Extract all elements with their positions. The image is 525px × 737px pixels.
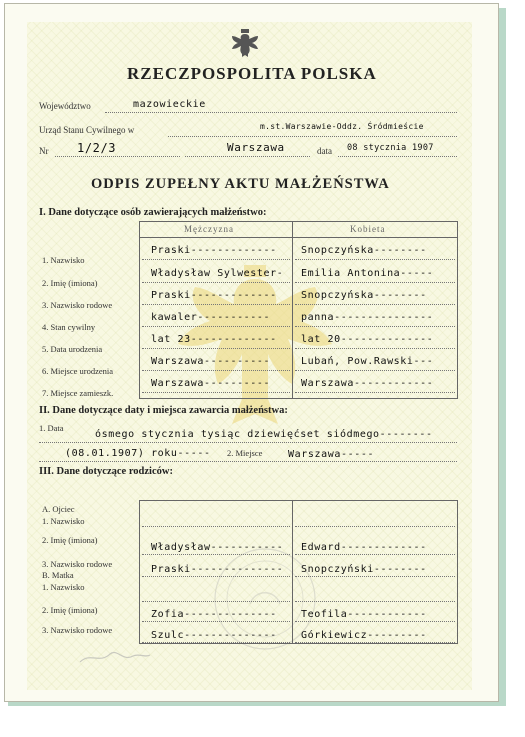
marriage-place-value: Warszawa----- [288,449,375,460]
parent-woman-value: Teofila------------ [301,609,427,620]
header-place-value: Warszawa [227,141,285,154]
person-row-label: 4. Stan cywilny [42,322,96,332]
column-man-header: Mężczyzna [184,224,234,234]
person-man-line [142,392,290,393]
office-value: m.st.Warszawie-Oddz. Śródmieście [260,122,424,131]
person-man-value: Praski------------- [151,290,277,301]
signature-mark-icon [75,644,155,669]
column-woman-header: Kobieta [350,224,386,234]
parent-woman-line [295,642,455,643]
table3-bottom-border [139,643,457,644]
marriage-date-line-1 [39,442,457,443]
parent-row-label: 1. Nazwisko [42,516,85,526]
table3-right-border [457,500,458,644]
table1-mid-border [292,221,293,399]
person-man-value: lat 23------------- [151,334,277,345]
person-woman-line [295,326,455,327]
parent-row-label: 2. Imię (imiona) [42,605,98,615]
person-woman-value: Emilia Antonina----- [301,268,434,279]
person-woman-line [295,348,455,349]
person-man-line [142,259,290,260]
person-man-line [142,370,290,371]
parent-man-line [142,526,290,527]
person-man-value: Władysław Sylwester- [151,268,284,279]
table1-left-border [139,221,140,399]
document-sheet [4,3,499,702]
person-man-line [142,282,290,283]
parent-woman-line [295,621,455,622]
date-line [338,156,457,157]
person-man-value: kawaler----------- [151,312,271,323]
parent-man-value: Praski-------------- [151,564,284,575]
voivodeship-value: mazowieckie [133,99,206,110]
table3-left-border [139,500,140,644]
parent-man-value: Władysław----------- [151,542,284,553]
parent-man-value: Zofia-------------- [151,609,277,620]
parent-row-label: 3. Nazwisko rodowe [42,559,113,569]
table1-right-border [457,221,458,399]
number-line [55,156,180,157]
parent-woman-line [295,554,455,555]
marriage-place-label: 2. Miejsce [227,448,263,458]
date-label: data [317,146,332,156]
person-woman-line [295,282,455,283]
parent-row-label: 3. Nazwisko rodowe [42,625,113,635]
person-man-line [142,304,290,305]
person-woman-line [295,370,455,371]
marriage-date-value-1: ósmego stycznia tysiąc dziewięćset siódmego-------- [95,429,433,440]
person-woman-line [295,392,455,393]
parent-row-label: 2. Imię (imiona) [42,535,98,545]
table1-top-border [139,221,457,222]
parent-woman-line [295,576,455,577]
parent-man-line [142,554,290,555]
document-title: ODPIS ZUPEŁNY AKTU MAŁŻEŃSTWA [91,176,390,192]
parent-woman-line [295,526,455,527]
marriage-date-label: 1. Data [39,423,64,433]
voivodeship-label: Województwo [39,101,91,111]
parent-man-value: Szulc-------------- [151,630,277,641]
table3-top-border [139,500,457,501]
person-woman-value: Snopczyńska-------- [301,290,427,301]
parent-man-line [142,601,290,602]
state-emblem-icon [231,28,259,60]
father-group-label: A. Ojciec [42,504,75,514]
parent-woman-value: Górkiewicz--------- [301,630,427,641]
section-3-heading: III. Dane dotyczące rodziców: [39,466,173,477]
person-woman-value: Snopczyńska-------- [301,245,427,256]
parent-woman-line [295,601,455,602]
parent-woman-value: Snopczyński-------- [301,564,427,575]
place-line [185,156,310,157]
person-row-label: 3. Nazwisko rodowe [42,300,113,310]
person-man-value: Praski------------- [151,245,277,256]
number-value: 1/2/3 [77,141,117,155]
person-woman-value: lat 20-------------- [301,334,434,345]
parent-man-line [142,642,290,643]
parent-man-line [142,576,290,577]
parent-row-label: 1. Nazwisko [42,582,85,592]
person-row-label: 7. Miejsce zamieszk. [42,388,114,398]
person-man-line [142,326,290,327]
table3-mid-border [292,500,293,644]
person-man-value: Warszawa---------- [151,356,271,367]
office-line [168,136,457,137]
person-woman-line [295,304,455,305]
person-woman-value: Lubań, Pow.Rawski--- [301,356,434,367]
marriage-date-value-2: (08.01.1907) roku----- [65,448,211,459]
person-row-label: 5. Data urodzenia [42,344,103,354]
country-title: RZECZPOSPOLITA POLSKA [127,64,377,83]
person-woman-value: Warszawa------------ [301,378,434,389]
person-row-label: 1. Nazwisko [42,255,85,265]
person-man-line [142,348,290,349]
person-woman-value: panna--------------- [301,312,434,323]
section-1-heading: I. Dane dotyczące osób zawierających małżeństwo: [39,207,267,218]
person-row-label: 6. Miejsce urodzenia [42,366,114,376]
parent-woman-value: Edward------------- [301,542,427,553]
person-man-value: Warszawa---------- [151,378,271,389]
table1-header-rule [139,237,457,238]
section-2-heading: II. Dane dotyczące daty i miejsca zawarcia małżeństwa: [39,405,288,416]
voivodeship-line [105,112,457,113]
mother-group-label: B. Matka [42,570,74,580]
office-label: Urząd Stanu Cywilnego w [39,125,135,135]
parent-man-line [142,621,290,622]
person-row-label: 2. Imię (imiona) [42,278,98,288]
person-woman-line [295,259,455,260]
table1-bottom-border [139,398,457,399]
marriage-date-line-2 [39,461,457,462]
number-label: Nr [39,146,49,156]
header-date-value: 08 stycznia 1907 [347,143,434,153]
